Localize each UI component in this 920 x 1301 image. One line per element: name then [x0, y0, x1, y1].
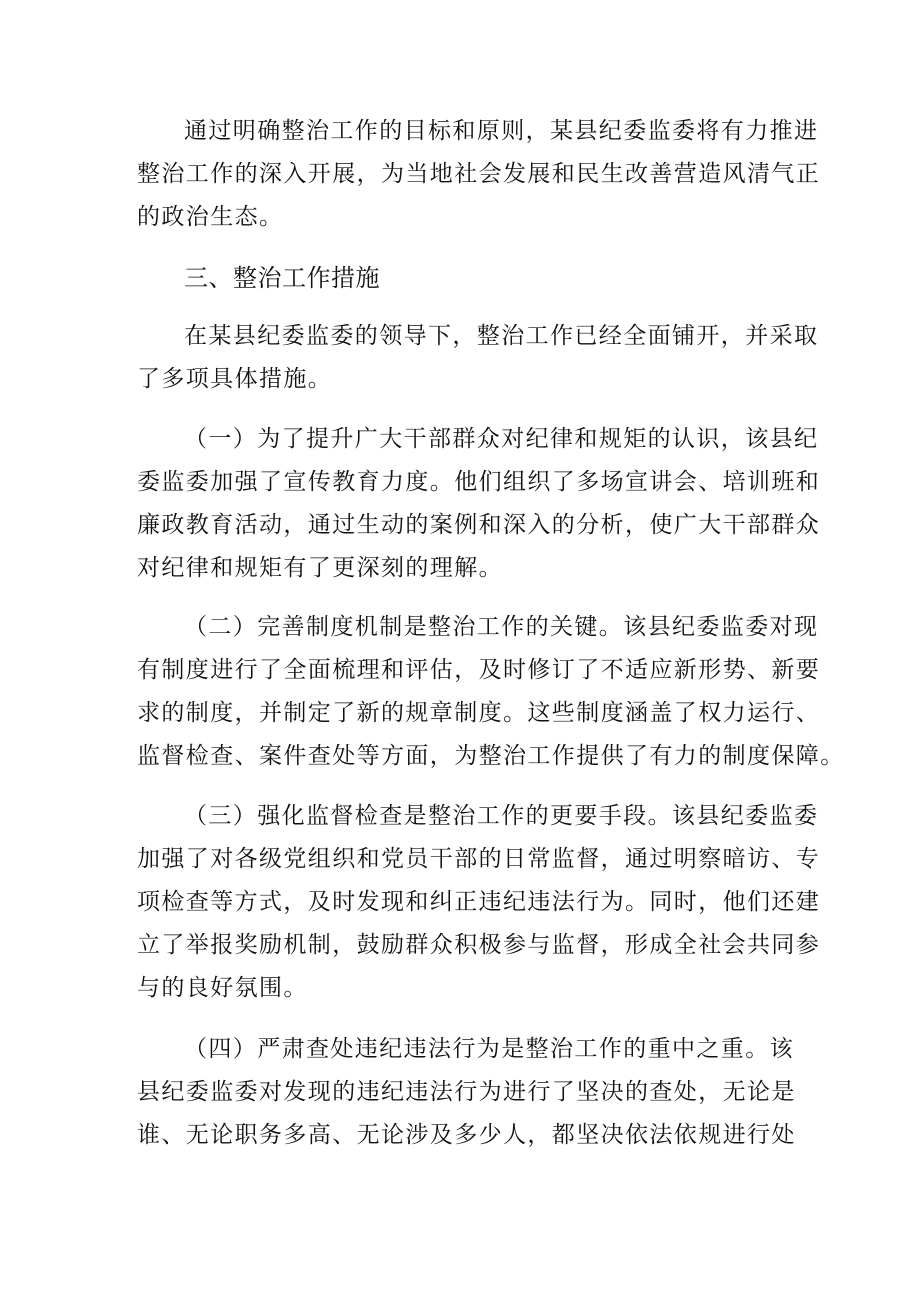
text-line: 有制度进行了全面梳理和评估，及时修订了不适应新形势、新要: [137, 657, 821, 683]
text-line: 谁、无论职务多高、无论涉及多少人，都坚决依法依规进行处: [137, 1122, 796, 1148]
text-line: 监督检查、案件查处等方面，为整治工作提供了有力的制度保障。: [137, 743, 845, 769]
text-line: （三）强化监督检查是整治工作的更要手段。该县纪委监委: [184, 803, 819, 829]
text-line: （二）完善制度机制是整治工作的关键。该县纪委监委对现: [184, 614, 819, 640]
text-line: 委监委加强了宣传教育力度。他们组织了多场宣讲会、培训班和: [137, 469, 821, 495]
text-line: 求的制度，并制定了新的规章制度。这些制度涵盖了权力运行、: [137, 700, 821, 726]
text-line: 的政治生态。: [137, 204, 284, 230]
text-line: 对纪律和规矩有了更深刻的理解。: [137, 555, 503, 581]
text-line: （一）为了提升广大干部群众对纪律和规矩的认识，该县纪: [184, 426, 819, 452]
text-line: （四）严肃查处违纪违法行为是整治工作的重中之重。该: [184, 1036, 794, 1062]
text-line: 县纪委监委对发现的违纪违法行为进行了坚决的查处，无论是: [137, 1079, 796, 1105]
text-line: 与的良好氛围。: [137, 975, 308, 1001]
text-line: 了多项具体措施。: [137, 366, 333, 392]
text-line: 整治工作的深入开展，为当地社会发展和民生改善营造风清气正: [137, 161, 821, 187]
text-line: 在某县纪委监委的领导下，整治工作已经全面铺开，并采取: [184, 323, 819, 349]
text-line: 加强了对各级党组织和党员干部的日常监督，通过明察暗访、专: [137, 846, 821, 872]
text-line: 立了举报奖励机制，鼓励群众积极参与监督，形成全社会共同参: [137, 932, 821, 958]
text-line: 廉政教育活动，通过生动的案例和深入的分析，使广大干部群众: [137, 512, 821, 538]
section-heading: 三、整治工作措施: [184, 264, 380, 292]
text-line: 项检查等方式，及时发现和纠正违纪违法行为。同时，他们还建: [137, 889, 821, 915]
text-line: 通过明确整治工作的目标和原则，某县纪委监委将有力推进: [184, 118, 819, 144]
